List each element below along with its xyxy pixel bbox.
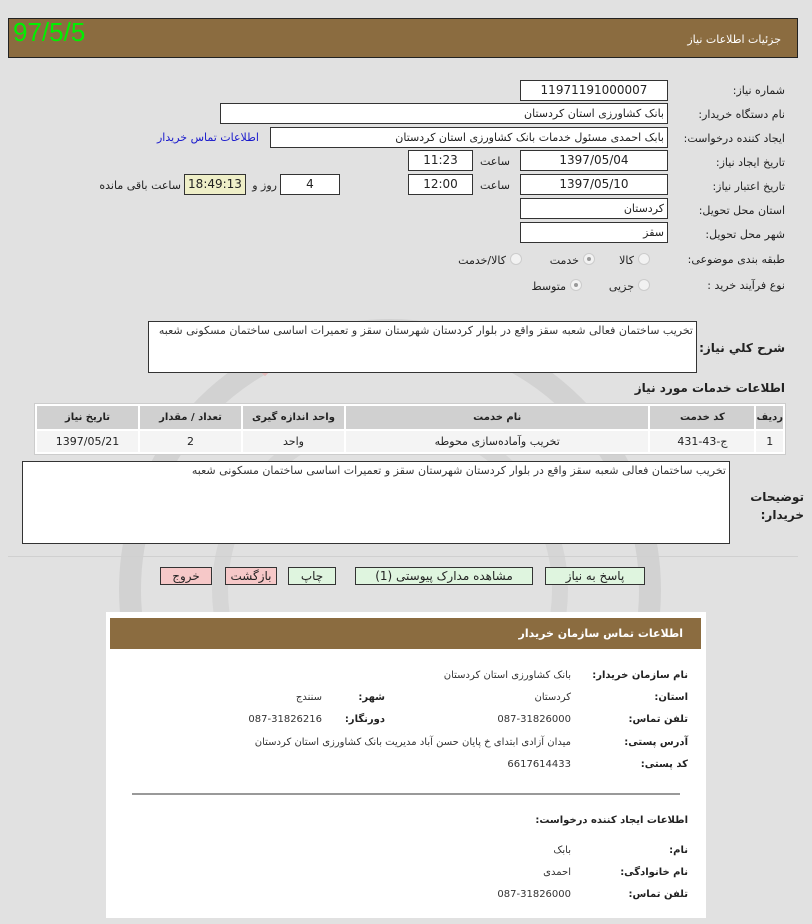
contact-city-value: سنندج	[295, 692, 322, 703]
category-label: طبقه بندی موضوعی:	[687, 253, 785, 266]
category-radio-both[interactable]	[510, 253, 522, 265]
contact-phone-label: تلفن تماس:	[628, 714, 688, 725]
days-label: روز و	[252, 179, 277, 192]
creator-name-label: نام:	[669, 845, 688, 856]
col-row: ردیف	[756, 406, 783, 429]
requester-field[interactable]: بابک احمدی مسئول خدمات بانک کشاورزی استان کردستان	[270, 127, 668, 148]
city-label: شهر محل تحویل:	[705, 228, 785, 241]
col-need-date: تاریخ نیاز	[37, 406, 138, 429]
creator-section-title: اطلاعات ایجاد کننده درخواست:	[535, 815, 688, 826]
buyer-notes-label: توضیحات خریدار:	[750, 490, 804, 522]
category-option-service: خدمت	[549, 254, 579, 267]
creator-phone-label: تلفن تماس:	[628, 889, 688, 900]
cell-service-name: تخریب وآماده‌سازی محوطه	[346, 431, 648, 452]
page-header	[8, 18, 798, 58]
time-remaining-label: ساعت باقی مانده	[99, 179, 181, 192]
contact-fax-label: دورنگار:	[344, 714, 385, 725]
contact-phone-value: 087-31826000	[497, 714, 571, 725]
contact-postal-value: 6617614433	[507, 759, 571, 770]
time-remaining-field: 18:49:13	[184, 174, 246, 195]
need-number-label: شماره نیاز:	[732, 84, 785, 97]
created-time-label: ساعت	[480, 155, 510, 168]
reply-button[interactable]: پاسخ به نیاز	[545, 567, 645, 585]
services-table	[34, 403, 786, 455]
need-number-field[interactable]: 11971191000007	[520, 80, 668, 101]
table-header-row	[37, 406, 783, 429]
org-value: بانک کشاورزی استان کردستان	[443, 670, 571, 681]
cell-need-date: 1397/05/21	[37, 431, 138, 452]
creator-name-value: بابک	[553, 845, 571, 856]
contact-province-label: استان:	[654, 692, 688, 703]
valid-time-field[interactable]: 12:00	[408, 174, 473, 195]
contact-fax-value: 087-31826216	[248, 714, 322, 725]
cell-quantity: 2	[140, 431, 241, 452]
process-option-minor: جزیی	[608, 280, 634, 293]
contact-panel-title: اطلاعات تماس سازمان خریدار	[110, 618, 701, 649]
contact-address-value: میدان آزادی ابتدای خ پایان حسن آباد مدیریت بانک کشاورزی استان کردستان	[254, 737, 571, 748]
col-unit: واحد اندازه گیری	[243, 406, 344, 429]
org-label: نام سازمان خریدار:	[592, 670, 688, 681]
attachments-button[interactable]: مشاهده مدارک پیوستی (1)	[355, 567, 533, 585]
contact-address-label: آدرس پستی:	[624, 737, 688, 748]
category-radio-goods[interactable]	[638, 253, 650, 265]
buyer-contact-link[interactable]: اطلاعات تماس خریدار	[157, 131, 259, 144]
buyer-label: نام دستگاه خریدار:	[698, 108, 785, 121]
requester-label: ایجاد کننده درخواست:	[683, 132, 785, 145]
buyer-contact-panel	[106, 612, 706, 918]
divider	[8, 556, 798, 557]
col-quantity: تعداد / مقدار	[140, 406, 241, 429]
valid-date-label: تاریخ اعتبار نیاز:	[712, 180, 785, 193]
buyer-field[interactable]: بانک کشاورزی استان کردستان	[220, 103, 668, 124]
process-radio-minor[interactable]	[638, 279, 650, 291]
cell-service-code: ج-43-431	[650, 431, 754, 452]
back-button[interactable]: بازگشت	[225, 567, 277, 585]
creator-family-value: احمدی	[543, 867, 571, 878]
contact-city-label: شهر:	[358, 692, 385, 703]
city-field[interactable]: سقز	[520, 222, 668, 243]
process-radio-medium[interactable]	[570, 279, 582, 291]
created-date-label: تاریخ ایجاد نیاز:	[715, 156, 785, 169]
description-label: شرح کلي نياز:	[699, 341, 785, 355]
creator-family-label: نام خانوادگی:	[620, 867, 688, 878]
created-date-field[interactable]: 1397/05/04	[520, 150, 668, 171]
province-label: استان محل تحویل:	[698, 204, 785, 217]
category-radio-service[interactable]	[583, 253, 595, 265]
cell-unit: واحد	[243, 431, 344, 452]
category-option-both: کالا/خدمت	[458, 254, 506, 267]
services-title: اطلاعات خدمات مورد نیاز	[634, 381, 785, 395]
col-service-code: کد خدمت	[650, 406, 754, 429]
province-field[interactable]: کردستان	[520, 198, 668, 219]
print-button[interactable]: چاپ	[288, 567, 336, 585]
col-service-name: نام خدمت	[346, 406, 648, 429]
contact-postal-label: کد پستی:	[640, 759, 688, 770]
created-time-field[interactable]: 11:23	[408, 150, 473, 171]
header-date: 97/5/5	[13, 17, 86, 47]
process-option-medium: متوسط	[531, 280, 566, 293]
contact-divider	[132, 793, 680, 795]
category-option-goods: کالا	[619, 254, 634, 267]
process-label: نوع فرآیند خرید :	[707, 279, 785, 292]
table-row	[37, 431, 783, 452]
exit-button[interactable]: خروج	[160, 567, 212, 585]
valid-date-field[interactable]: 1397/05/10	[520, 174, 668, 195]
description-textarea[interactable]: تخریب ساختمان فعالی شعبه سقز واقع در بلوار کردستان شهرستان سقز و تعمیرات اساسی ساختمان مسکونی شعبه	[148, 321, 697, 373]
contact-province-value: کردستان	[534, 692, 571, 703]
header-title: جزئیات اطلاعات نیاز	[687, 33, 781, 46]
buyer-notes-textarea[interactable]: تخریب ساختمان فعالی شعبه سقز واقع در بلوار کردستان شهرستان سقز و تعمیرات اساسی ساختمان مسکونی شعبه	[22, 461, 730, 544]
days-remaining-field[interactable]: 4	[280, 174, 340, 195]
creator-phone-value: 087-31826000	[497, 889, 571, 900]
cell-row: 1	[756, 431, 783, 452]
valid-time-label: ساعت	[480, 179, 510, 192]
